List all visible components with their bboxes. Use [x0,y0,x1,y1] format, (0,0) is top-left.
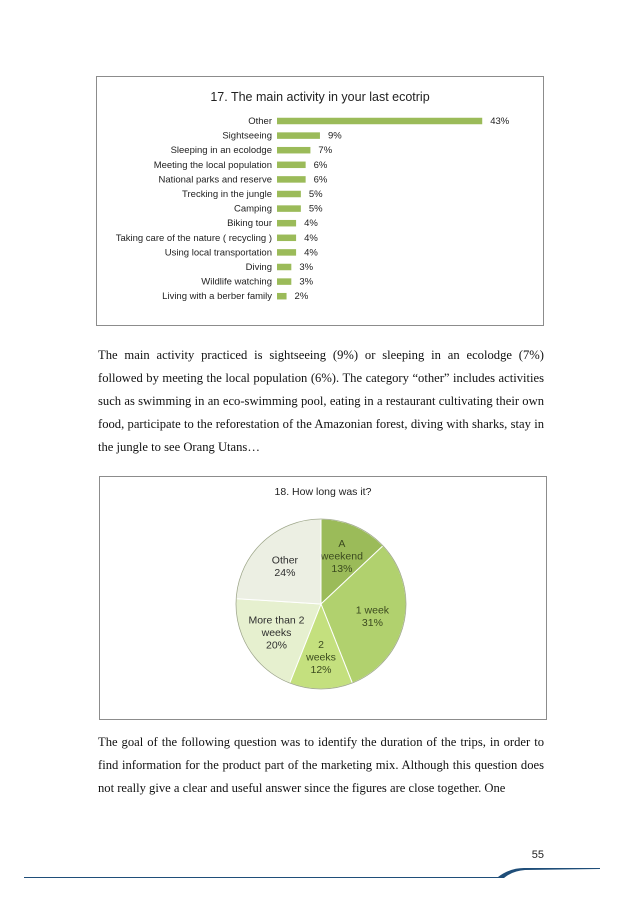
bar-category-label: Wildlife watching [201,276,272,288]
pie-label-line: 20% [265,639,288,652]
pie-label-line: 24% [274,566,296,579]
bar-mark [277,176,306,183]
bar-value-label: 5% [308,203,323,215]
pie-label-line: 31% [361,616,383,629]
pie-label-line: 12% [310,664,332,677]
activity-analysis-paragraph: The main activity practiced is sightseeing (9%) or sleeping in an ecolodge (7%) followed by meeting the local population (6%). The category “other” includes activities such as swimming in an eco-swimming pool, eating in a restaurant cultivating their own food, participate to the reforestation of the Amazonian forest, diving with sharks, stay in the jungle to see Orang Utans… [98,348,544,454]
bar-mark [277,264,291,271]
bar-value-label: 3% [299,276,314,288]
bar-mark [277,147,310,154]
page-number: 55 [531,849,544,861]
bar-mark [277,293,287,300]
bar-category-label: Taking care of the nature ( recycling ) [115,232,272,244]
bar-value-label: 6% [313,174,328,186]
bar-mark [277,132,320,139]
trip-duration-chart-title: 18. How long was it? [274,486,372,498]
pie-label-line: 2 [318,639,324,652]
duration-analysis-paragraph: The goal of the following question was to identify the duration of the trips, in order to find information for the product part of the marketing mix. Although this question does not really give a clear and useful answer since the figures are close together. One [98,735,544,795]
main-activity-chart-title: 17. The main activity in your last ecotrip [210,90,430,104]
main-activity-chart [96,76,544,326]
bar-mark [277,191,301,198]
pie-label-line: 1 week [355,604,390,617]
pie-label-line: 13% [331,563,353,576]
bar-value-label: 3% [299,262,314,273]
pie-label-line: Other [271,554,299,567]
main-activity-bar-plot [97,77,543,325]
bar-mark [277,205,301,212]
bar-value-label: 2% [294,291,309,303]
pie-label-line: A [338,538,346,551]
trip-duration-chart [99,476,547,720]
trip-duration-pie-plot [100,477,546,719]
bar-category-label: Using local transportation [164,247,272,259]
bar-value-label: 43% [490,116,510,127]
pie-label-line: weeks [261,627,292,640]
bar-category-label: Meeting the local population [153,159,272,171]
bar-mark [277,235,296,242]
pie-label-line: More than 2 [248,614,305,627]
bar-mark [277,278,291,285]
bar-category-label: Sightseeing [222,130,272,142]
bar-value-label: 7% [318,145,333,157]
bar-mark [277,162,306,169]
bar-mark [277,118,482,125]
bar-value-label: 6% [313,159,328,171]
bar-value-label: 9% [327,130,342,142]
bar-mark [277,249,296,256]
bar-category-label: Camping [233,203,272,215]
bar-category-label: Diving [245,262,272,273]
pie-label-line: weeks [306,651,336,664]
pie-label-line: weekend [320,550,363,563]
bar-category-label: National parks and reserve [158,174,272,186]
footer-rule [24,866,600,878]
bar-value-label: 4% [304,218,318,230]
pie-slice-label [272,554,299,579]
bar-category-label: Other [248,116,272,127]
bar-category-label: Trecking in the jungle [182,189,272,200]
bar-value-label: 4% [304,232,318,244]
bar-value-label: 5% [308,189,323,200]
bar-category-label: Living with a berber family [162,291,272,303]
bar-category-label: Biking tour [227,218,272,230]
bar-value-label: 4% [304,247,318,259]
bar-category-label: Sleeping in an ecolodge [170,145,272,157]
footer-rule-swoosh [24,868,600,878]
bar-mark [277,220,296,227]
